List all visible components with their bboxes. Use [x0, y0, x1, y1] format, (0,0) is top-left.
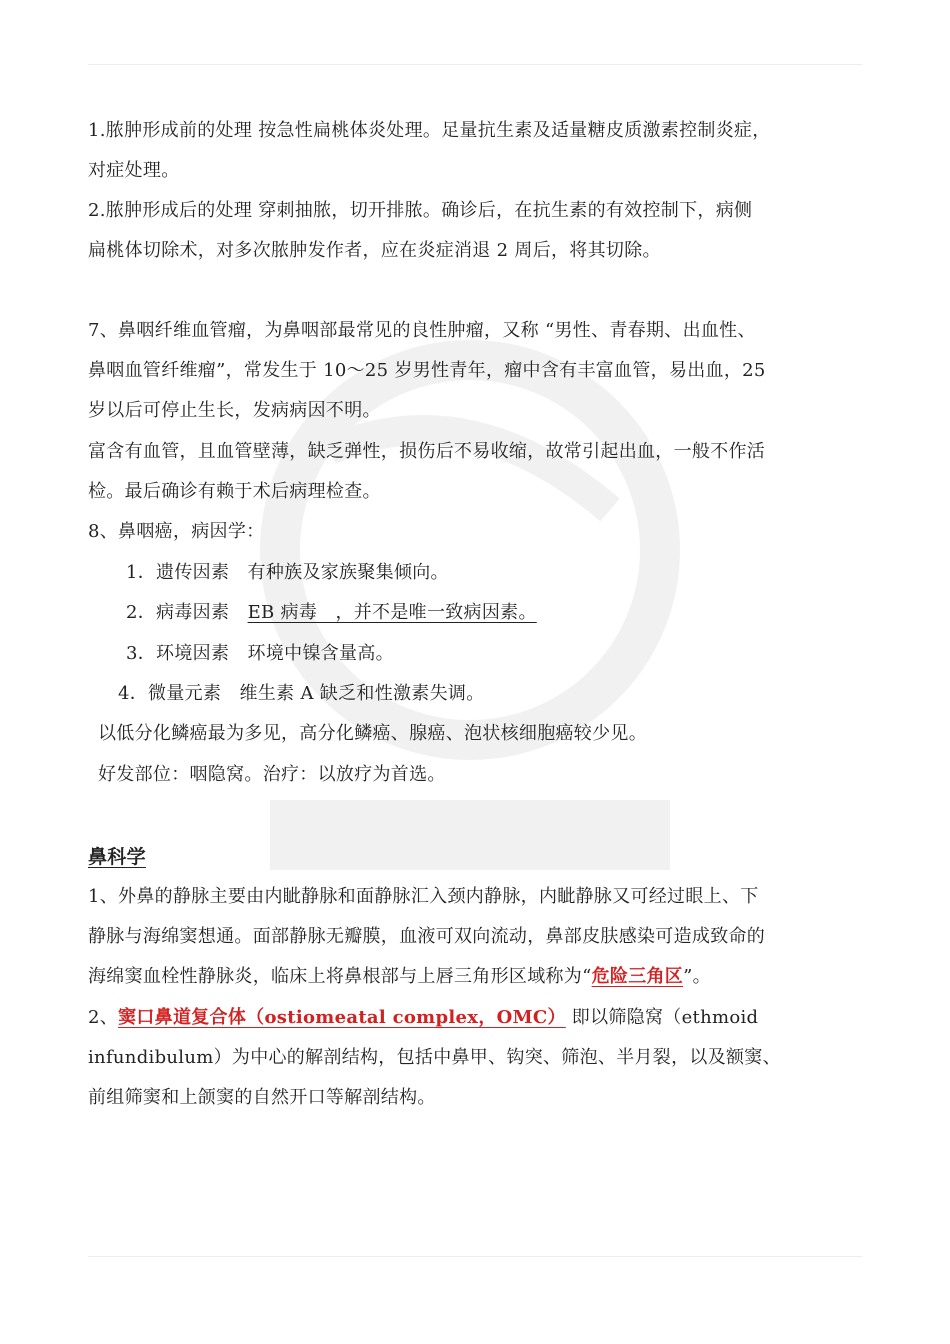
paragraph-line: 2.脓肿形成后的处理 穿刺抽脓，切开排脓。确诊后，在抗生素的有效控制下，病侧: [88, 200, 753, 221]
bottom-rule: [88, 1256, 862, 1257]
list-item: 3．环境因素 环境中镍含量高。: [126, 643, 394, 664]
paragraph-line: 7、鼻咽纤维血管瘤，为鼻咽部最常见的良性肿瘤，又称 “男性、青春期、出血性、: [88, 320, 756, 341]
list-item: 1．遗传因素 有种族及家族聚集倾向。: [126, 562, 449, 583]
highlight-term: 危险三角区: [591, 966, 684, 987]
text-span: 2、: [88, 1007, 119, 1028]
text-span: ”。: [683, 966, 711, 987]
highlight-term: 窦口鼻道复合体（ostiomeatal complex，OMC）: [118, 1007, 566, 1028]
list-item: 4．微量元素 维生素 A 缺乏和性激素失调。: [118, 683, 485, 704]
text-span: 海绵窦血栓性静脉炎，临床上将鼻根部与上唇三角形区域称为“: [88, 966, 592, 987]
paragraph-line: [88, 964, 711, 990]
paragraph-line: 好发部位：咽隐窝。治疗：以放疗为首选。: [98, 764, 446, 785]
section-heading: 鼻科学: [88, 846, 146, 868]
paragraph-line: 前组筛窦和上颌窦的自然开口等解剖结构。: [88, 1087, 436, 1108]
paragraph-line: 对症处理。: [88, 160, 180, 181]
paragraph-line: infundibulum）为中心的解剖结构，包括中鼻甲、钩突、筛泡、半月裂，以及额窦、: [88, 1047, 781, 1068]
top-rule: [88, 64, 862, 65]
paragraph-line: 扁桃体切除术，对多次脓肿发作者，应在炎症消退 2 周后，将其切除。: [88, 240, 661, 261]
paragraph-line: 1.脓肿形成前的处理 按急性扁桃体炎处理。足量抗生素及适量糖皮质激素控制炎症，: [88, 120, 771, 141]
paragraph-line: 富含有血管，且血管壁薄，缺乏弹性，损伤后不易收缩，故常引起出血，一般不作活: [88, 441, 766, 462]
paragraph-line: 1、外鼻的静脉主要由内眦静脉和面静脉汇入颈内静脉，内眦静脉又可经过眼上、下: [88, 886, 759, 907]
paragraph-line: 8、鼻咽癌，病因学：: [88, 521, 265, 542]
paragraph-line: 检。最后确诊有赖于术后病理检查。: [88, 481, 381, 502]
paragraph-line: 鼻咽血管纤维瘤”，常发生于 10～25 岁男性青年，瘤中含有丰富血管，易出血，25: [88, 360, 766, 381]
paragraph-line: 岁以后可停止生长，发病病因不明。: [88, 400, 381, 421]
list-item-label: 2．病毒因素: [126, 602, 248, 623]
paragraph-line: [88, 1005, 758, 1031]
list-item: [126, 600, 537, 626]
paragraph-line: 静脉与海绵窦想通。面部静脉无瓣膜，血液可双向流动，鼻部皮肤感染可造成致命的: [88, 926, 766, 947]
underlined-text: EB 病毒 ，并不是唯一致病因素。: [247, 602, 537, 623]
paragraph-line: 以低分化鳞癌最为多见，高分化鳞癌、腺癌、泡状核细胞癌较少见。: [98, 723, 647, 744]
text-span: 即以筛隐窝（ethmoid: [565, 1007, 759, 1028]
